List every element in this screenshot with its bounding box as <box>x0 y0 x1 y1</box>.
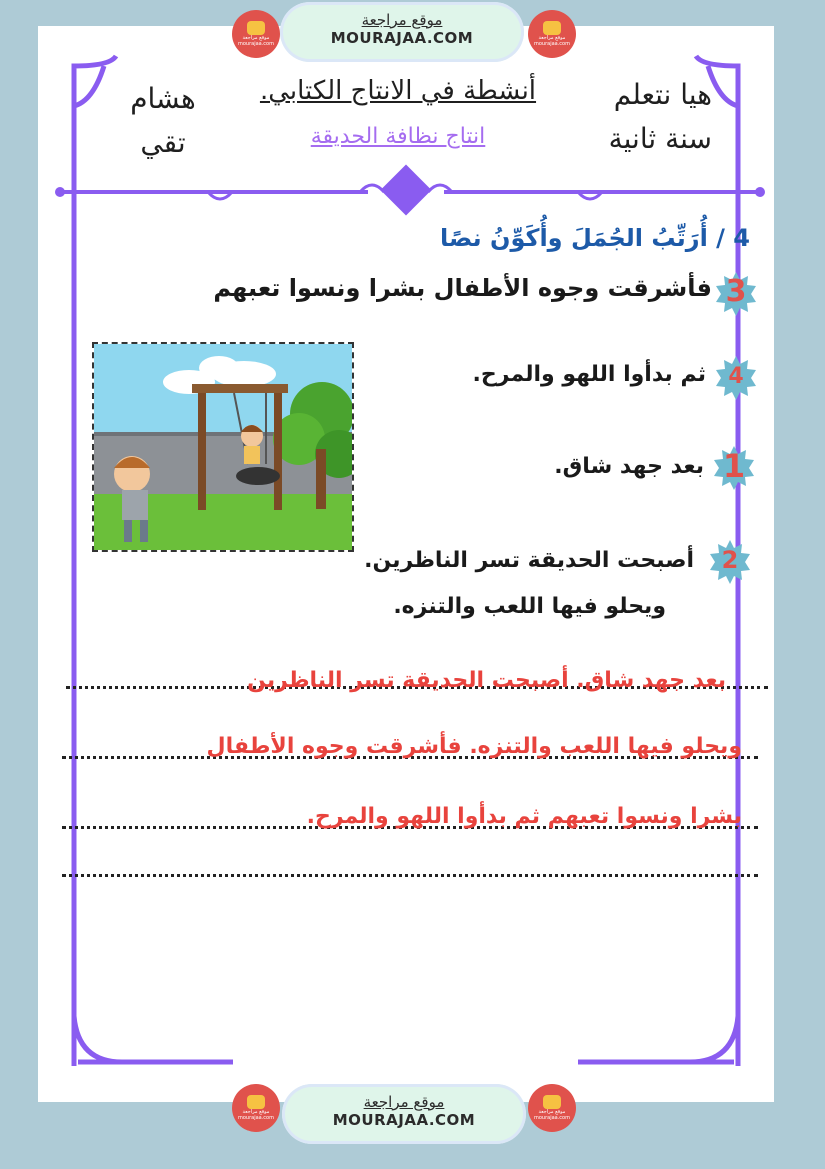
writing-line <box>62 874 758 877</box>
item-number: 3 <box>725 274 747 309</box>
star-badge <box>712 446 756 490</box>
page-subtitle: انتاج نظافة الحديقة <box>310 124 486 149</box>
answer-line-3: بشرا ونسوا تعبهم ثم بدأوا اللهو والمرح. <box>306 804 742 829</box>
answer-line-2: ويحلو فيها اللعب والتنزه. فأشرقت وجوه الأطفال <box>206 734 742 759</box>
site-name-arabic: موقع مراجعة <box>363 1093 445 1111</box>
sentence-4b: ويحلو فيها اللعب والتنزه. <box>393 594 666 619</box>
site-logo[interactable]: موقع مراجعة mourajaa.com <box>232 10 280 58</box>
worksheet-page <box>38 26 774 1102</box>
header-class-label: هيا نتعلم <box>613 78 712 111</box>
answer-line-1: بعد جهد شاق. أصبحت الحديقة تسر الناظرين <box>247 668 726 693</box>
park-illustration <box>92 342 354 552</box>
sentence-2: ثم بدأوا اللهو والمرح. <box>472 362 706 387</box>
site-name-arabic: موقع مراجعة <box>361 11 443 29</box>
sentence-3: بعد جهد شاق. <box>554 454 704 479</box>
header-grade-label: سنة ثانية <box>608 122 712 155</box>
site-name-latin: MOURAJAA.COM <box>330 29 474 47</box>
site-banner-bottom[interactable] <box>282 1084 526 1144</box>
page-title: أنشطة في الانتاج الكتابي. <box>259 76 537 106</box>
exercise-title: 4 / أُرَتِّبُ الجُمَلَ وأُكَوِّنُ نصًا <box>439 224 750 252</box>
site-name-latin: MOURAJAA.COM <box>332 1111 476 1129</box>
author-name: هشام <box>130 82 196 115</box>
sentence-1: فأشرقت وجوه الأطفال بشرا ونسوا تعبهم <box>213 274 712 302</box>
star-badge <box>708 540 752 584</box>
item-number: 4 <box>728 364 744 389</box>
author-surname: تقي <box>140 126 186 159</box>
site-logo[interactable]: موقع مراجعة mourajaa.com <box>528 1084 576 1132</box>
item-number: 1 <box>722 447 746 485</box>
star-badge <box>714 272 758 316</box>
sentence-4: أصبحت الحديقة تسر الناظرين. <box>364 548 694 573</box>
star-badge <box>714 356 758 400</box>
site-banner-top[interactable] <box>280 2 524 62</box>
site-logo[interactable]: موقع مراجعة mourajaa.com <box>528 10 576 58</box>
diamond-ornament <box>381 165 432 216</box>
item-number: 2 <box>721 546 739 574</box>
site-logo[interactable]: موقع مراجعة mourajaa.com <box>232 1084 280 1132</box>
